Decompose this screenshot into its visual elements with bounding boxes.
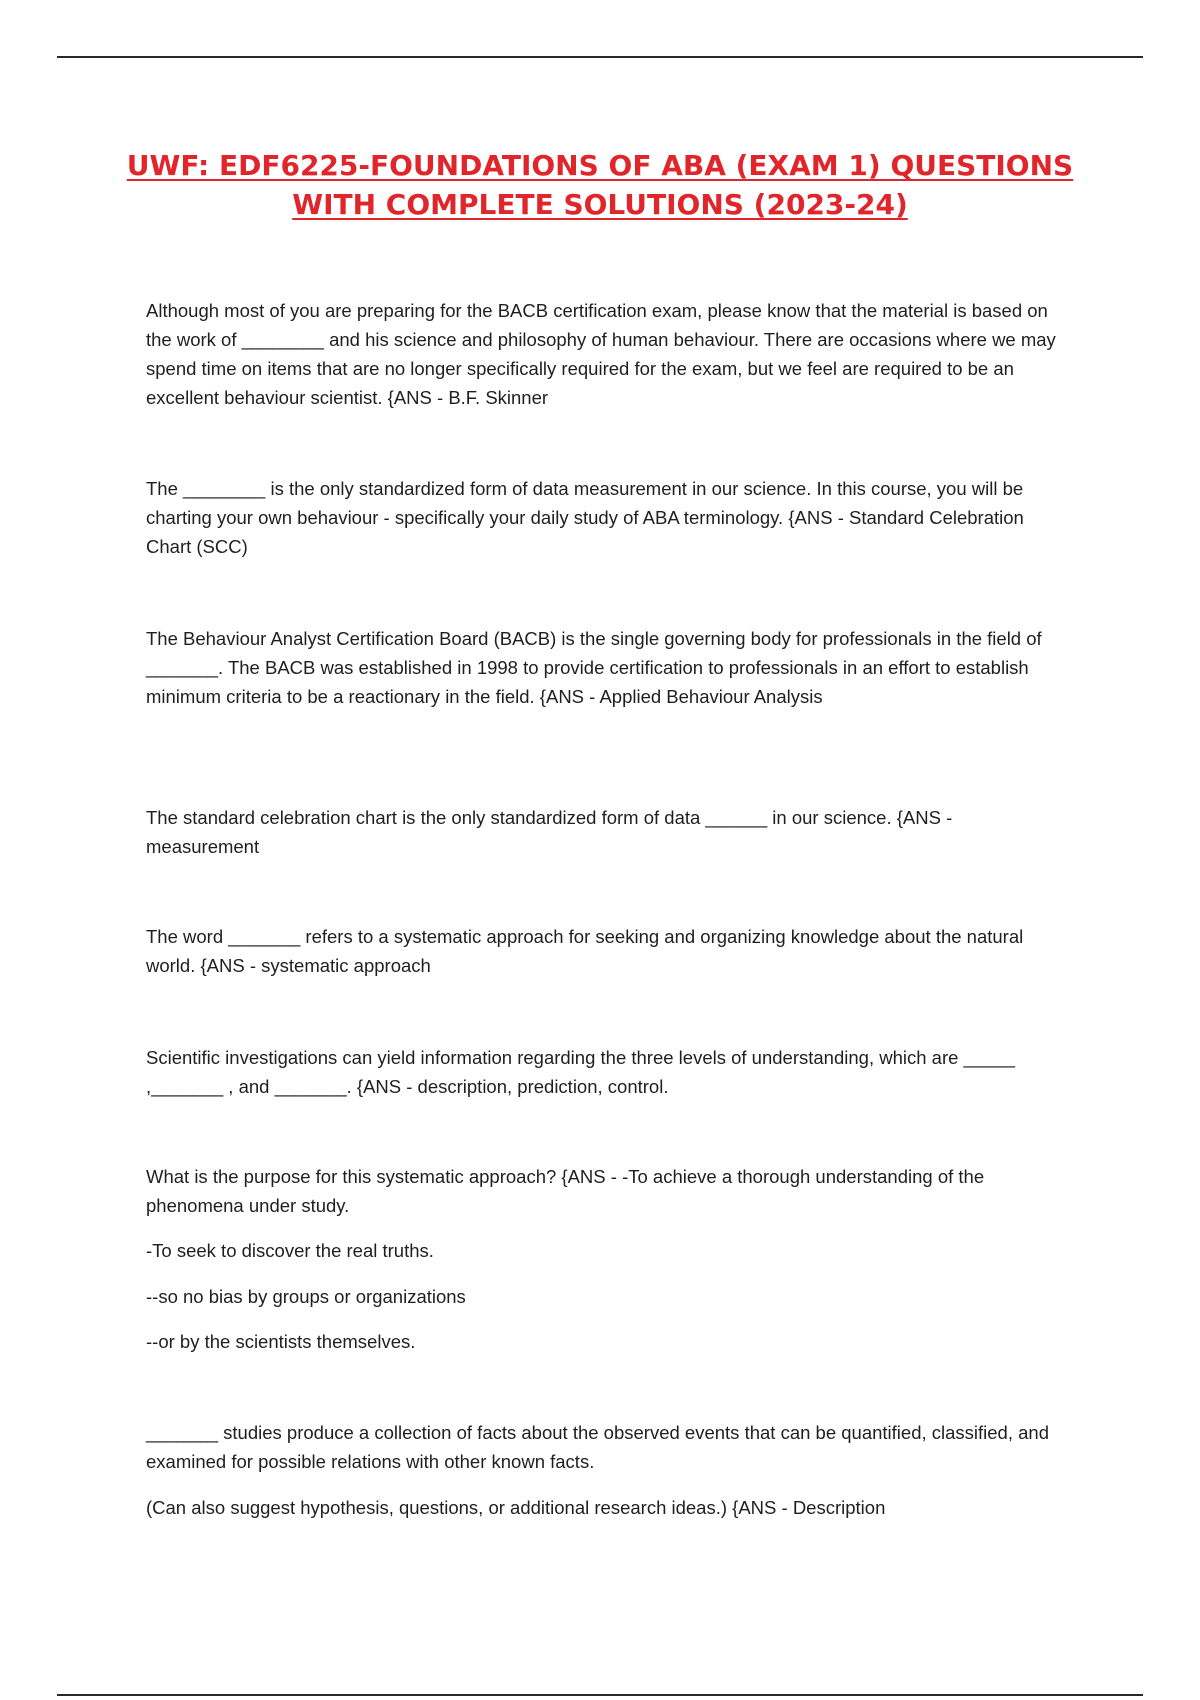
answer-line: --or by the scientists themselves. <box>146 1331 416 1352</box>
question-paragraph: The ________ is the only standardized form of data measurement in our science. In this course, you will be charting your own behaviour - specifically your daily study of ABA terminology. {ANS - Standard Celebration Chart (SCC) <box>146 478 1024 557</box>
question-paragraph: What is the purpose for this systematic approach? {ANS - -To achieve a thorough understanding of the phenomena under study. <box>146 1166 985 1216</box>
question-paragraph: The word _______ refers to a systematic approach for seeking and organizing knowledge about the natural world. {ANS - systematic approach <box>146 926 1024 976</box>
top-rule <box>57 56 1143 58</box>
answer-line: -To seek to discover the real truths. <box>146 1240 434 1261</box>
question-paragraph: The Behaviour Analyst Certification Board (BACB) is the single governing body for professionals in the field of _______. The BACB was established in 1998 to provide certification to professionals in an effort to establish minimum criteria to be a reactionary in the field. {ANS - Applied Behaviour Analysis <box>146 628 1042 707</box>
answer-line: (Can also suggest hypothesis, questions, or additional research ideas.) {ANS - Description <box>146 1497 886 1518</box>
answer-line: --so no bias by groups or organizations <box>146 1286 466 1307</box>
document-title <box>100 146 1100 224</box>
question-paragraph: Although most of you are preparing for the BACB certification exam, please know that the material is based on the work of ________ and his science and philosophy of human behaviour. There are occasions where we may spend time on items that are no longer specifically required for the exam, but we feel are required to be an excellent behaviour scientist. {ANS - B.F. Skinner <box>146 300 1056 408</box>
question-paragraph: The standard celebration chart is the only standardized form of data ______ in our science. {ANS - measurement <box>146 807 953 857</box>
question-paragraph: Scientific investigations can yield information regarding the three levels of understanding, which are _____ ,_______ , and _______. {ANS - description, prediction, control. <box>146 1047 1015 1097</box>
title-line-1: UWF: EDF6225-FOUNDATIONS OF ABA (EXAM 1) QUESTIONS <box>126 149 1074 182</box>
question-paragraph: _______ studies produce a collection of facts about the observed events that can be quantified, classified, and examined for possible relations with other known facts. <box>146 1422 1049 1472</box>
bottom-rule <box>57 1694 1143 1696</box>
title-line-2: WITH COMPLETE SOLUTIONS (2023-24) <box>292 188 908 221</box>
